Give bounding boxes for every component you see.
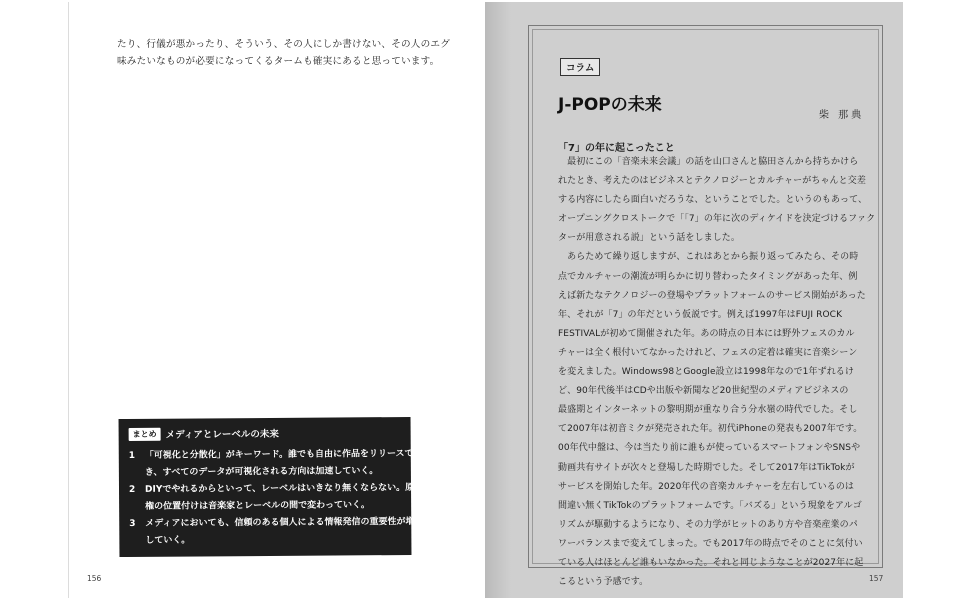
right-page <box>485 2 903 598</box>
summary-item-text <box>145 514 415 550</box>
column-body <box>558 153 876 592</box>
body-line: 00年代中盤は、今は当たり前に誰もが使っているスマートフォンやSNSや <box>558 443 861 454</box>
summary-list <box>128 446 424 550</box>
body-line: れたとき、考えたのはビジネスとテクノロジーとカルチャーがちゃんと交差 <box>558 176 866 187</box>
body-line: 最盛期とインターネットの黎明期が重なり合う分水嶺の時代でした。そし <box>558 405 858 416</box>
summary-title: メディアとレーベルの未来 <box>165 428 279 441</box>
body-line: えば新たなテクノロジーの登場やプラットフォームのサービス開始があった <box>558 290 866 301</box>
page-number-left: 156 <box>87 574 102 583</box>
body-line: 年、それが「7」の年だという仮説です。例えば1997年はFUJI ROCK <box>558 309 843 320</box>
body-line: こるという予感です。 <box>558 577 649 588</box>
body-line: 点でカルチャーの潮流が明らかに切り替わったタイミングがあった年、例 <box>558 271 858 282</box>
summary-line: 権の位置付けは音楽家とレーベルの間で変わっていく。 <box>145 500 370 512</box>
body-line: を変えました。Windows98とGoogle設立は1998年なので1年ずれるけ <box>558 367 854 378</box>
body-line: 動画共有サイトが次々と登場した時期でした。そして2017年はTikTokが <box>558 462 855 473</box>
body-line: ターが用意される説」という話をしました。 <box>558 233 741 244</box>
summary-item <box>128 446 414 482</box>
body-line: オープニングクロストークで「「7」の年に次のディケイドを決定づけるファク <box>558 214 876 225</box>
body-line: FESTIVALが初めて開催された年。あの時点の日本には野外フェスのカル <box>558 328 855 339</box>
body-line: ている人はほとんど誰もいなかった。それと同じようなことが2027年に起 <box>558 557 864 568</box>
body-line: ワーバランスまで変えてしまった。でも2017年の時点でそのことに気付い <box>558 538 863 549</box>
body-line: て2007年は初音ミクが発売された年。初代iPhoneの発表も2007年です。 <box>558 424 863 435</box>
body-line: ど、90年代後半はCDや出版や新聞など20世紀型のメディアビジネスの <box>558 386 849 397</box>
intro-line: 味みたいなものが必要になってくるタームも確実にあると思っています。 <box>117 56 440 67</box>
page-number-right: 157 <box>869 574 884 583</box>
summary-header <box>129 426 279 441</box>
body-line: 最初にこの「音楽未来会議」の話を山口さんと脇田さんから持ちかけら <box>558 157 859 167</box>
summary-item-number: 3 <box>129 518 136 529</box>
summary-line: 「可視化と分散化」がキーワード。誰でも自由に作品をリリースで <box>144 448 414 461</box>
summary-line: き、すべてのデータが可視化される方向は加速していく。 <box>144 466 379 478</box>
body-line: サービスを開始した年。2020年代の音楽カルチャーを左右しているのは <box>558 481 855 492</box>
summary-line: DIYでやれるからといって、レーベルはいきなり無くならない。原盤 <box>144 482 424 495</box>
summary-item <box>128 480 424 516</box>
column-title: J-POPの未来 <box>558 95 662 115</box>
gutter-shadow <box>485 2 511 598</box>
intro-paragraph <box>117 36 457 70</box>
body-line: リズムが駆動するようになり、その力学がヒットのあり方や音楽産業のパ <box>558 519 858 530</box>
summary-item-number: 1 <box>128 450 136 461</box>
left-page <box>68 2 485 598</box>
body-line: する内容にしたら面白いだろうな、ということでした。というのもあって、 <box>558 195 868 206</box>
summary-box <box>119 417 424 557</box>
body-line: あらためて繰り返しますが、これはあとから振り返ってみたら、その時 <box>558 252 859 263</box>
body-line: チャーは全く根付いてなかったけれど、フェスの定着は確実に音楽シーン <box>558 347 858 358</box>
body-line: 間違い無くTikTokのプラットフォームです。「バズる」という現象をアルゴ <box>558 500 862 511</box>
summary-item-number: 2 <box>128 484 136 495</box>
summary-tag: まとめ <box>129 427 161 440</box>
column-tag: コラム <box>560 58 600 76</box>
summary-line: メディアにおいても、信頼のある個人による情報発信の重要性が増 <box>145 516 415 529</box>
author-name: 柴 那典 <box>819 110 865 121</box>
section-subheading: 「7」の年に起こったこと <box>558 143 675 154</box>
summary-item-text <box>145 480 423 516</box>
summary-item <box>129 514 415 550</box>
intro-line: たり、行儀が悪かったり、そういう、その人にしか書けない、その人のエグ <box>117 39 450 50</box>
summary-line: していく。 <box>145 535 191 546</box>
summary-item-text <box>145 446 414 482</box>
